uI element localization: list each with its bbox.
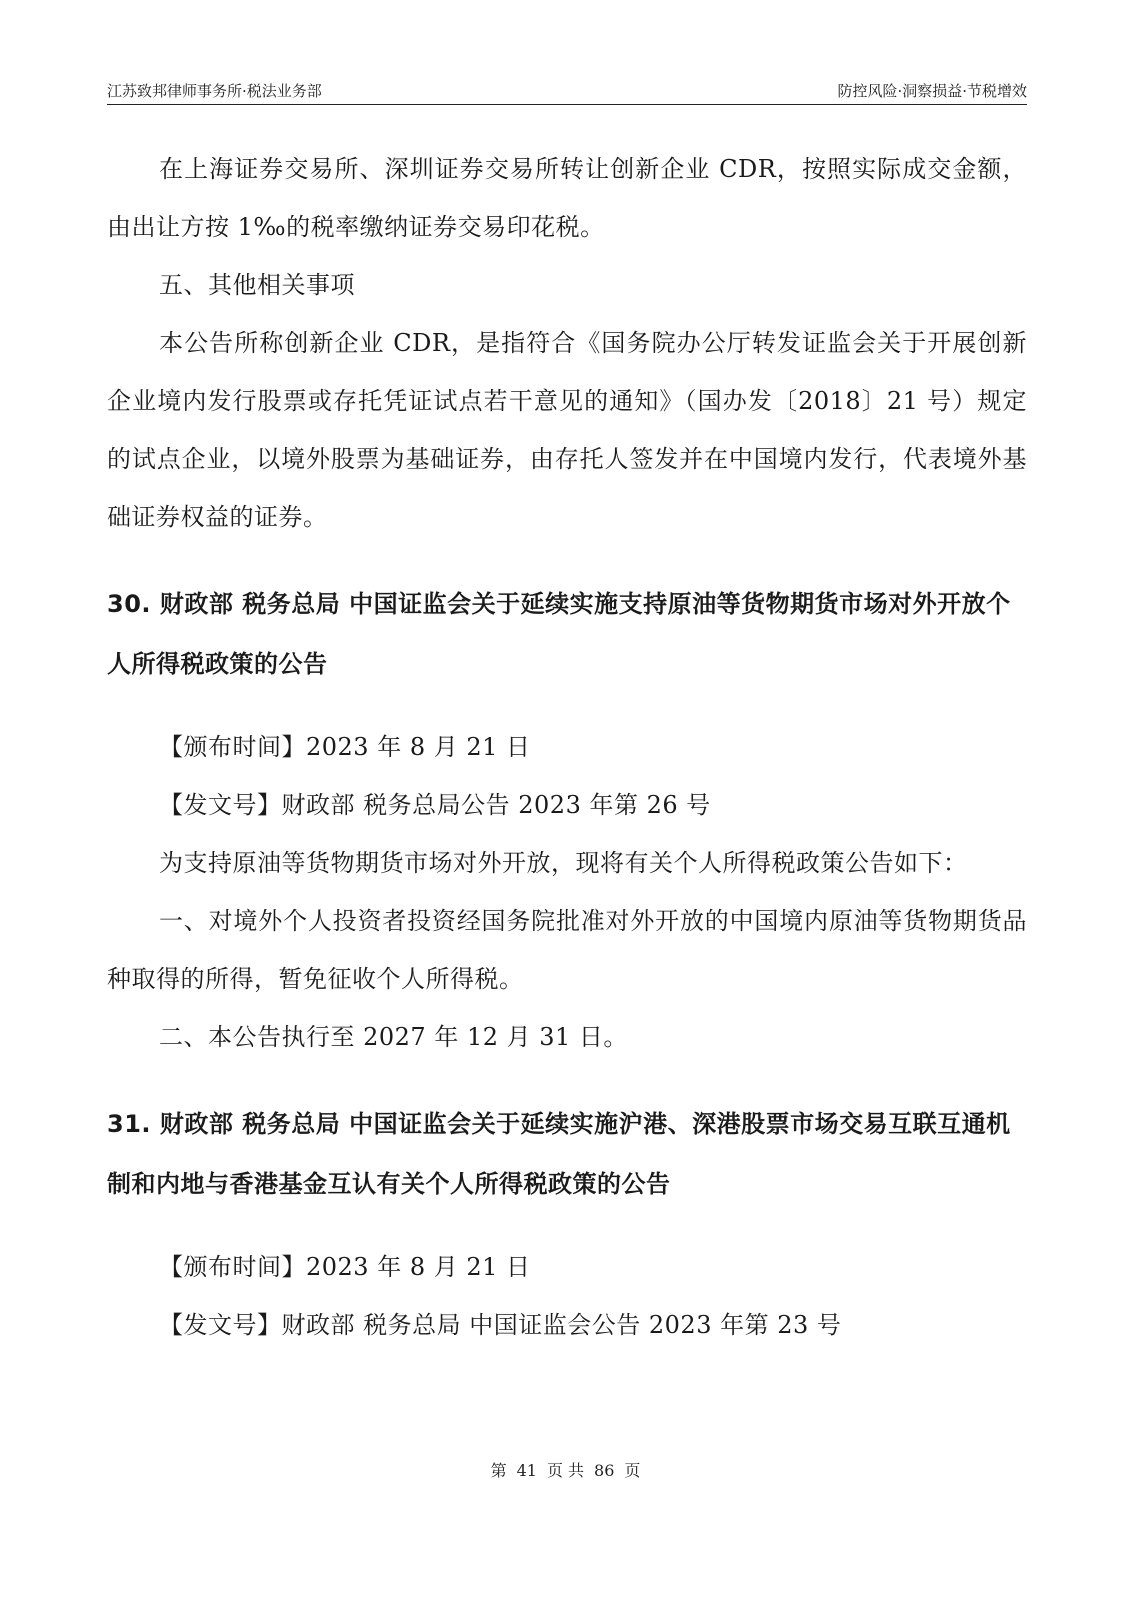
item-31-issue-date: 【颁布时间】2023 年 8 月 21 日 — [159, 1253, 531, 1281]
page-current-number: 41 — [516, 1461, 537, 1480]
section-heading-other-matters: 五、其他相关事项 — [159, 271, 355, 299]
item-30-title: 30. 财政部 税务总局 中国证监会关于延续实施支持原油等货物期货市场对外开放个人所得税政策的公告 — [107, 590, 1011, 678]
page-total-number: 86 — [594, 1461, 615, 1480]
header-firm-name: 江苏致邦律师事务所·税法业务部 — [107, 82, 322, 100]
page-label-prefix: 第 — [490, 1461, 507, 1480]
item-30-intro: 为支持原油等货物期货市场对外开放，现将有关个人所得税政策公告如下： — [159, 849, 968, 877]
item-31-title: 31. 财政部 税务总局 中国证监会关于延续实施沪港、深港股票市场交易互联互通机制和内地与香港基金互认有关个人所得税政策的公告 — [107, 1110, 1011, 1198]
page-label-middle: 页 共 — [546, 1461, 585, 1480]
paragraph-cdr-definition: 本公告所称创新企业 CDR，是指符合《国务院办公厅转发证监会关于开展创新企业境内发行股票或存托凭证试点若干意见的通知》（国办发〔2018〕21 号）规定的试点企业，以境外股票为基础证券，由存托人签发并在中国境内发行，代表境外基础证券权益的证券。 — [107, 329, 1027, 531]
item-30-clause-2: 二、本公告执行至 2027 年 12 月 31 日。 — [159, 1023, 628, 1051]
header-slogan: 防控风险·洞察损益·节税增效 — [837, 82, 1027, 100]
item-30-clause-1: 一、对境外个人投资者投资经国务院批准对外开放的中国境内原油等货物期货品种取得的所得，暂免征收个人所得税。 — [107, 907, 1027, 993]
document-body — [107, 140, 1027, 1354]
page-header — [107, 78, 1027, 105]
page-label-suffix: 页 — [624, 1461, 641, 1480]
paragraph-stamp-duty: 在上海证券交易所、深圳证券交易所转让创新企业 CDR，按照实际成交金额，由出让方按 1‰的税率缴纳证券交易印花税。 — [107, 155, 1027, 241]
item-31-document-number: 【发文号】财政部 税务总局 中国证监会公告 2023 年第 23 号 — [159, 1311, 842, 1339]
item-30-issue-date: 【颁布时间】2023 年 8 月 21 日 — [159, 733, 531, 761]
item-30-document-number: 【发文号】财政部 税务总局公告 2023 年第 26 号 — [159, 791, 711, 819]
page-footer — [0, 1458, 1131, 1481]
